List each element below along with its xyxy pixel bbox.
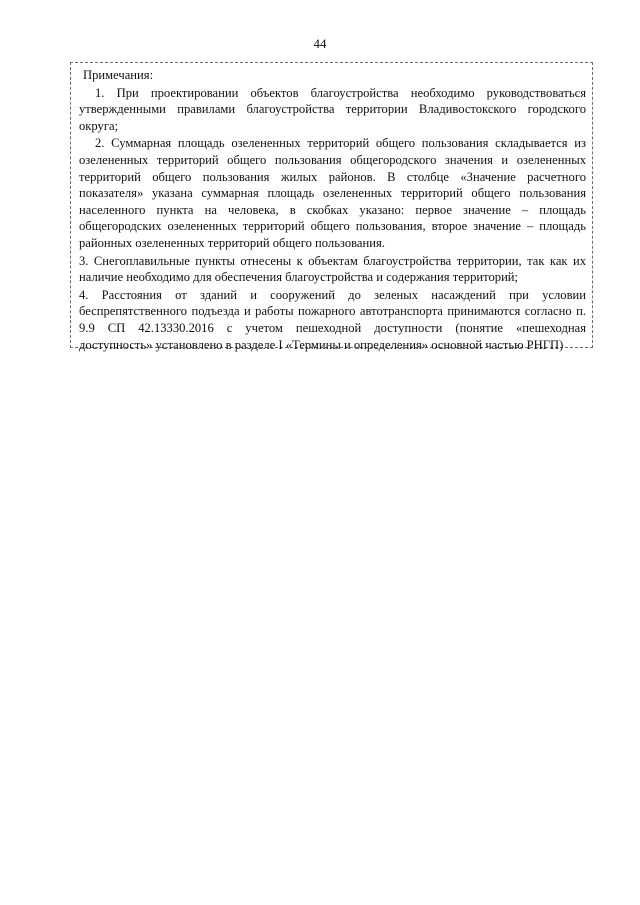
note-2-line-5: населенного пункта на человека, в скобках указано: первое значение – площадь: [79, 202, 586, 217]
notes-heading: Примечания:: [83, 68, 154, 82]
note-4-line-1: 4. Расстояния от зданий и сооружений до зеленых насаждений при условии: [79, 287, 586, 302]
note-1: [79, 85, 586, 135]
note-2-line-6: общегородских озелененных территорий общего пользования, второе значение – площадь: [79, 219, 586, 234]
note-3-line-2: наличие необходимо для обеспечения благоустройства и содержания территорий;: [79, 270, 519, 285]
page-number: 44: [313, 36, 327, 51]
note-2-line-2: озелененных территорий общего пользования общегородского значения и озелененных: [79, 152, 586, 167]
note-2-line-1: 2. Суммарная площадь озелененных территорий общего пользования складывается из: [95, 136, 586, 151]
note-2-line-7: районных озелененных территорий общего пользования.: [79, 235, 385, 250]
note-4-line-3: 9.9 СП 42.13330.2016 с учетом пешеходной доступности (понятие «пешеходная: [79, 320, 586, 335]
note-4-line-4: доступность» установлено в разделе I «Термины и определения» основной частью РНГП): [79, 337, 564, 352]
note-3: [79, 253, 586, 286]
note-2: [79, 135, 586, 251]
note-3-line-1: 3. Снегоплавильные пункты отнесены к объектам благоустройства территории, так как их: [79, 253, 586, 268]
note-1-line-2: утвержденными правилами благоустройства территории Владивостокского городского: [79, 102, 586, 117]
note-4-line-2: беспрепятственного подъезда и работы пожарного автотранспорта принимаются согласно п.: [79, 304, 586, 319]
note-1-line-1: 1. При проектировании объектов благоустройства необходимо руководствоваться: [95, 85, 586, 100]
note-2-line-3: территорий общего пользования жилых районов. В столбце «Значение расчетного: [79, 169, 586, 184]
notes-box: [70, 62, 593, 352]
note-4: [79, 287, 586, 353]
note-1-line-3: округа;: [79, 118, 119, 133]
note-2-line-4: показателя» указана суммарная площадь озелененных территорий общего пользования: [79, 186, 586, 201]
